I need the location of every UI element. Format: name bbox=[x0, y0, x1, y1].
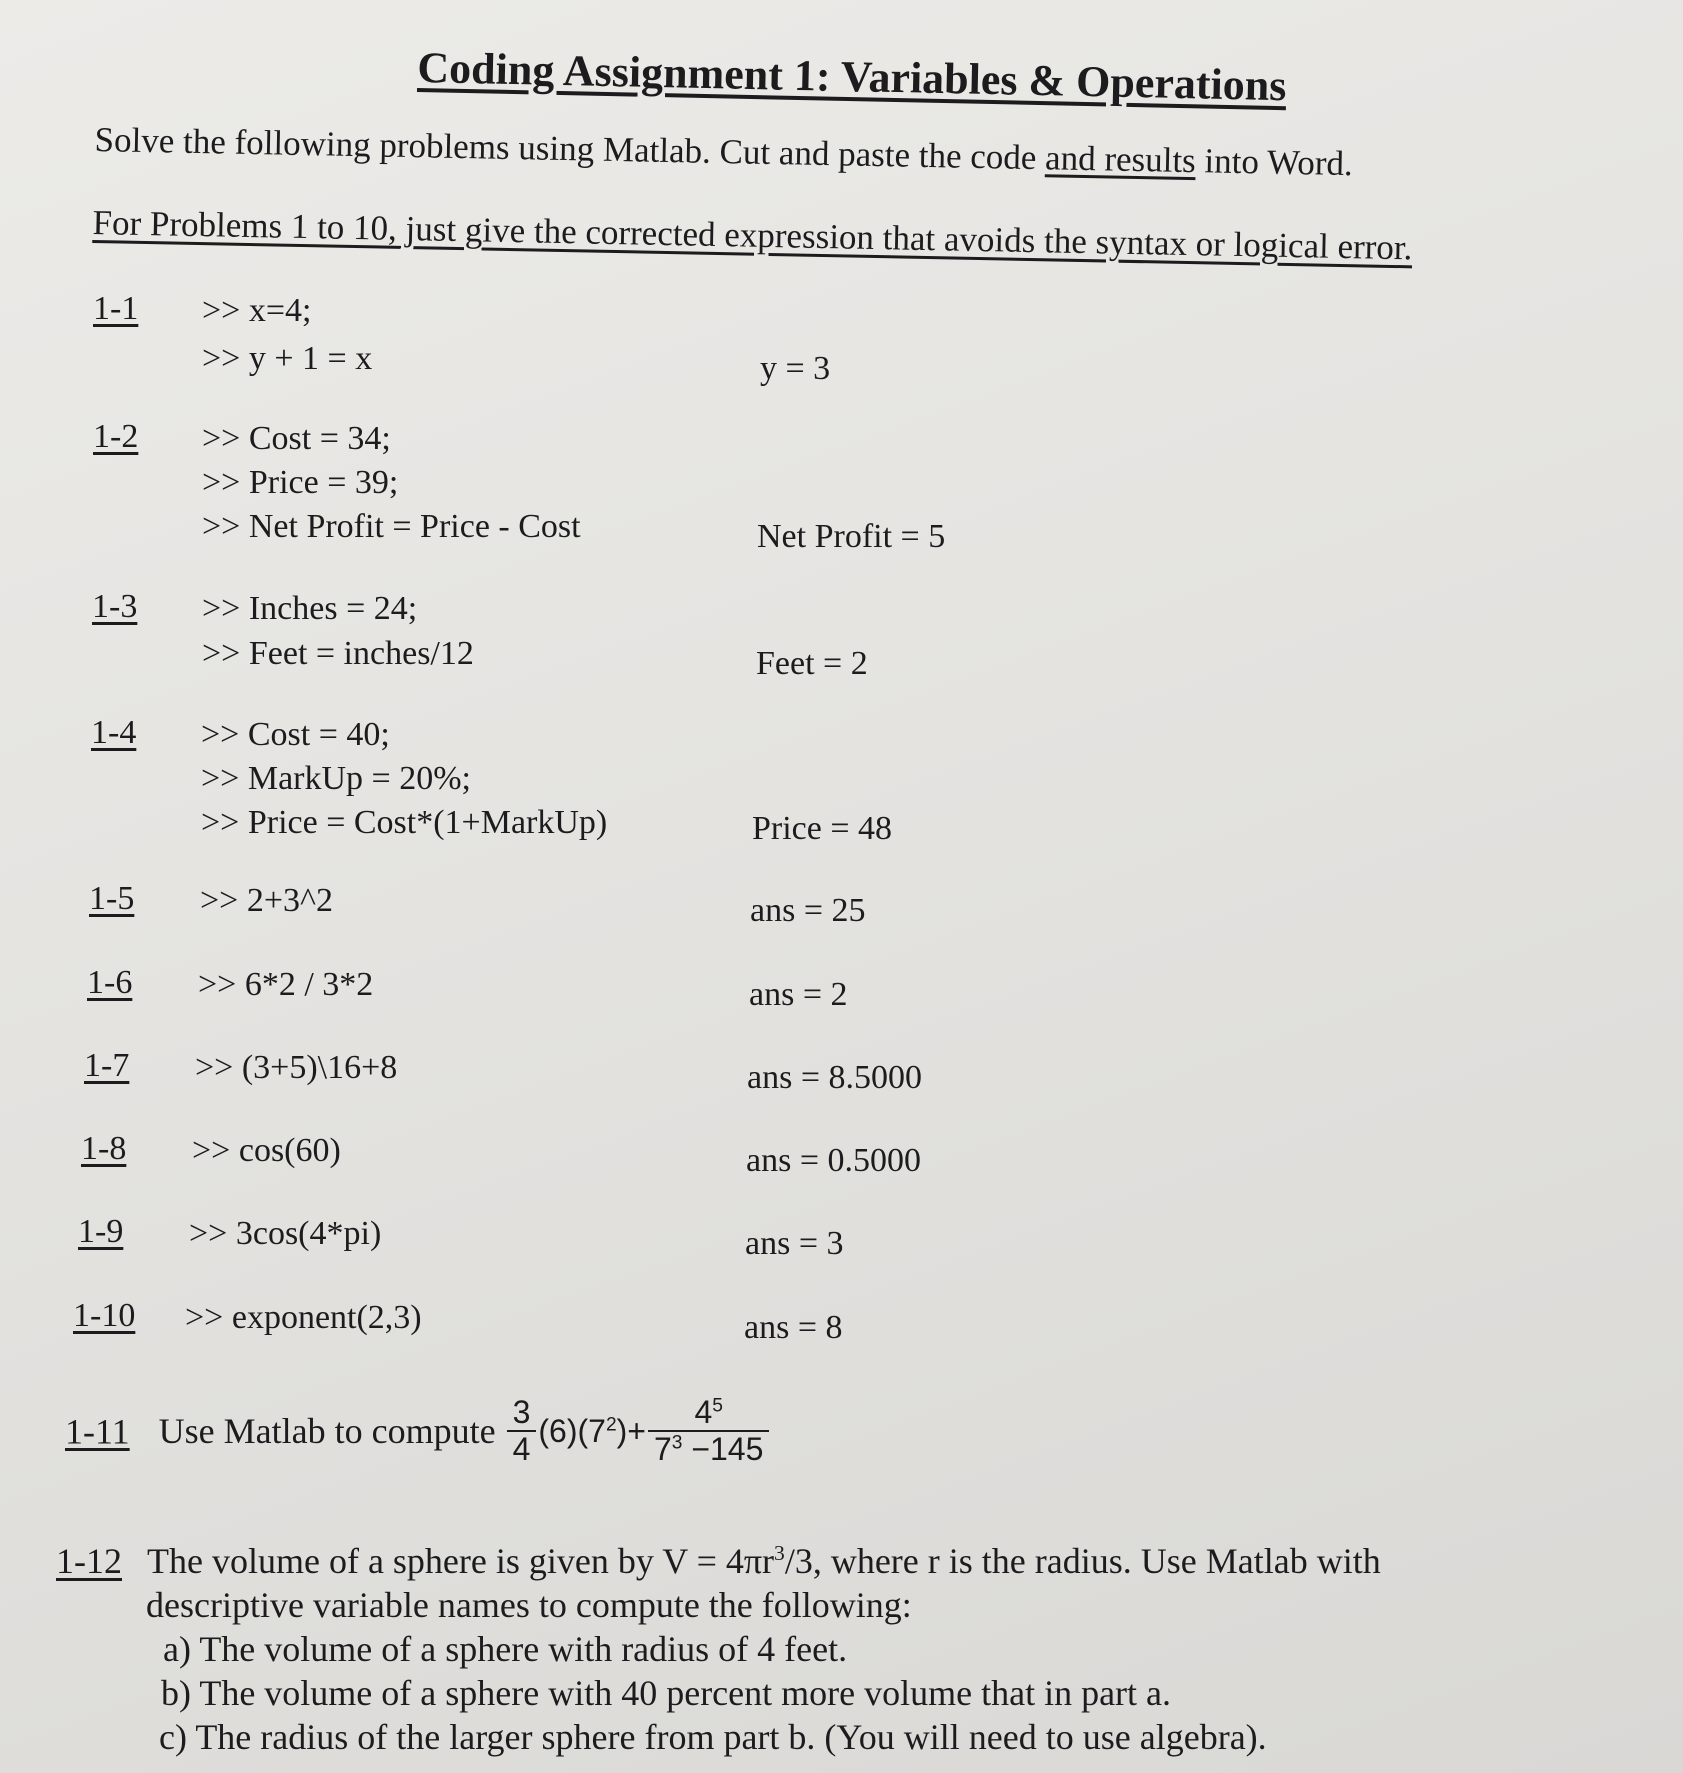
exponent: 3 bbox=[671, 1431, 683, 1453]
problem-number: 1-3 bbox=[92, 588, 138, 625]
answer: ans = 8 bbox=[744, 1309, 843, 1346]
answer: ans = 3 bbox=[745, 1225, 844, 1262]
problem-number: 1-1 bbox=[93, 290, 139, 327]
numerator-base: 4 bbox=[694, 1394, 713, 1430]
code-line: >> Inches = 24; bbox=[202, 590, 418, 627]
code-line: >> cos(60) bbox=[192, 1132, 341, 1169]
code-line: >> Cost = 34; bbox=[202, 420, 391, 457]
fraction-denominator: 4 bbox=[512, 1430, 531, 1467]
code-line: >> Price = Cost*(1+MarkUp) bbox=[201, 804, 608, 841]
answer: ans = 2 bbox=[749, 976, 848, 1013]
answer: ans = 0.5000 bbox=[746, 1142, 921, 1179]
problem-line bbox=[56, 1540, 1381, 1582]
exponent: 3 bbox=[774, 1541, 785, 1565]
fraction-three-quarters bbox=[507, 1396, 537, 1467]
expression-part: )+ bbox=[616, 1412, 646, 1449]
code-line: >> y + 1 = x bbox=[202, 340, 373, 377]
sub-item-a: a) The volume of a sphere with radius of 4 feet. bbox=[163, 1629, 848, 1669]
problem-number: 1-8 bbox=[81, 1130, 127, 1167]
page-title: Coding Assignment 1: Variables & Operations bbox=[416, 42, 1287, 111]
answer: Feet = 2 bbox=[756, 645, 868, 682]
code-line: >> Cost = 40; bbox=[201, 716, 390, 753]
code-line: >> x=4; bbox=[202, 292, 312, 329]
problem-number: 1-9 bbox=[78, 1213, 124, 1250]
fraction-denominator bbox=[648, 1432, 769, 1467]
instructions-text-after: into Word. bbox=[1195, 141, 1354, 184]
exponent: 2 bbox=[605, 1414, 617, 1436]
problem-1-11 bbox=[65, 1396, 771, 1467]
sub-item-c: c) The radius of the larger sphere from part b. (You will need to use algebra). bbox=[159, 1717, 1267, 1757]
denominator-base: 7 bbox=[653, 1430, 672, 1467]
problem-number: 1-12 bbox=[56, 1541, 122, 1581]
problem-number: 1-10 bbox=[73, 1297, 136, 1334]
code-line: >> 6*2 / 3*2 bbox=[198, 966, 374, 1003]
text-part: /3, where r is the radius. Use Matlab with bbox=[784, 1541, 1381, 1581]
code-line: >> Price = 39; bbox=[202, 464, 399, 501]
instructions-underlined: and results bbox=[1044, 138, 1197, 181]
text-part: The volume of a sphere is given by V = 4πr bbox=[147, 1541, 775, 1581]
problem-number: 1-2 bbox=[93, 418, 139, 455]
fraction-numerator bbox=[648, 1396, 769, 1432]
sub-item-b: b) The volume of a sphere with 40 percent more volume that in part a. bbox=[161, 1673, 1172, 1713]
fraction-numerator: 3 bbox=[507, 1396, 537, 1432]
answer: y = 3 bbox=[760, 350, 831, 387]
code-line: >> (3+5)\16+8 bbox=[195, 1049, 398, 1086]
code-line: >> 3cos(4*pi) bbox=[189, 1215, 382, 1252]
problem-number: 1-7 bbox=[84, 1047, 130, 1084]
code-line: >> MarkUp = 20%; bbox=[201, 760, 471, 797]
expression-part: (6)(7 bbox=[538, 1412, 606, 1449]
answer: ans = 8.5000 bbox=[747, 1059, 922, 1096]
problem-text: Use Matlab to compute bbox=[158, 1411, 496, 1452]
problem-number: 1-5 bbox=[89, 880, 135, 917]
answer: ans = 25 bbox=[750, 892, 866, 929]
problem-number: 1-11 bbox=[65, 1411, 130, 1452]
answer: Price = 48 bbox=[752, 810, 893, 847]
instructions bbox=[94, 120, 1353, 184]
problem-line: descriptive variable names to compute the following: bbox=[146, 1585, 912, 1625]
problem-text bbox=[147, 1541, 1381, 1581]
code-line: >> exponent(2,3) bbox=[185, 1299, 422, 1336]
denominator-rest: −145 bbox=[682, 1430, 764, 1467]
code-line: >> Net Profit = Price - Cost bbox=[202, 508, 581, 545]
problem-number: 1-6 bbox=[87, 964, 133, 1001]
fraction-power bbox=[648, 1396, 769, 1467]
problems-1-10-instruction: For Problems 1 to 10, just give the corrected expression that avoids the syntax or logical error. bbox=[92, 203, 1413, 268]
exponent: 5 bbox=[712, 1395, 723, 1417]
code-line: >> 2+3^2 bbox=[200, 882, 333, 919]
code-line: >> Feet = inches/12 bbox=[202, 635, 474, 672]
expression-middle bbox=[538, 1413, 646, 1449]
instructions-text-before: Solve the following problems using Matlab. Cut and paste the code bbox=[94, 120, 1046, 178]
problem-number: 1-4 bbox=[91, 714, 137, 751]
answer: Net Profit = 5 bbox=[757, 518, 946, 555]
